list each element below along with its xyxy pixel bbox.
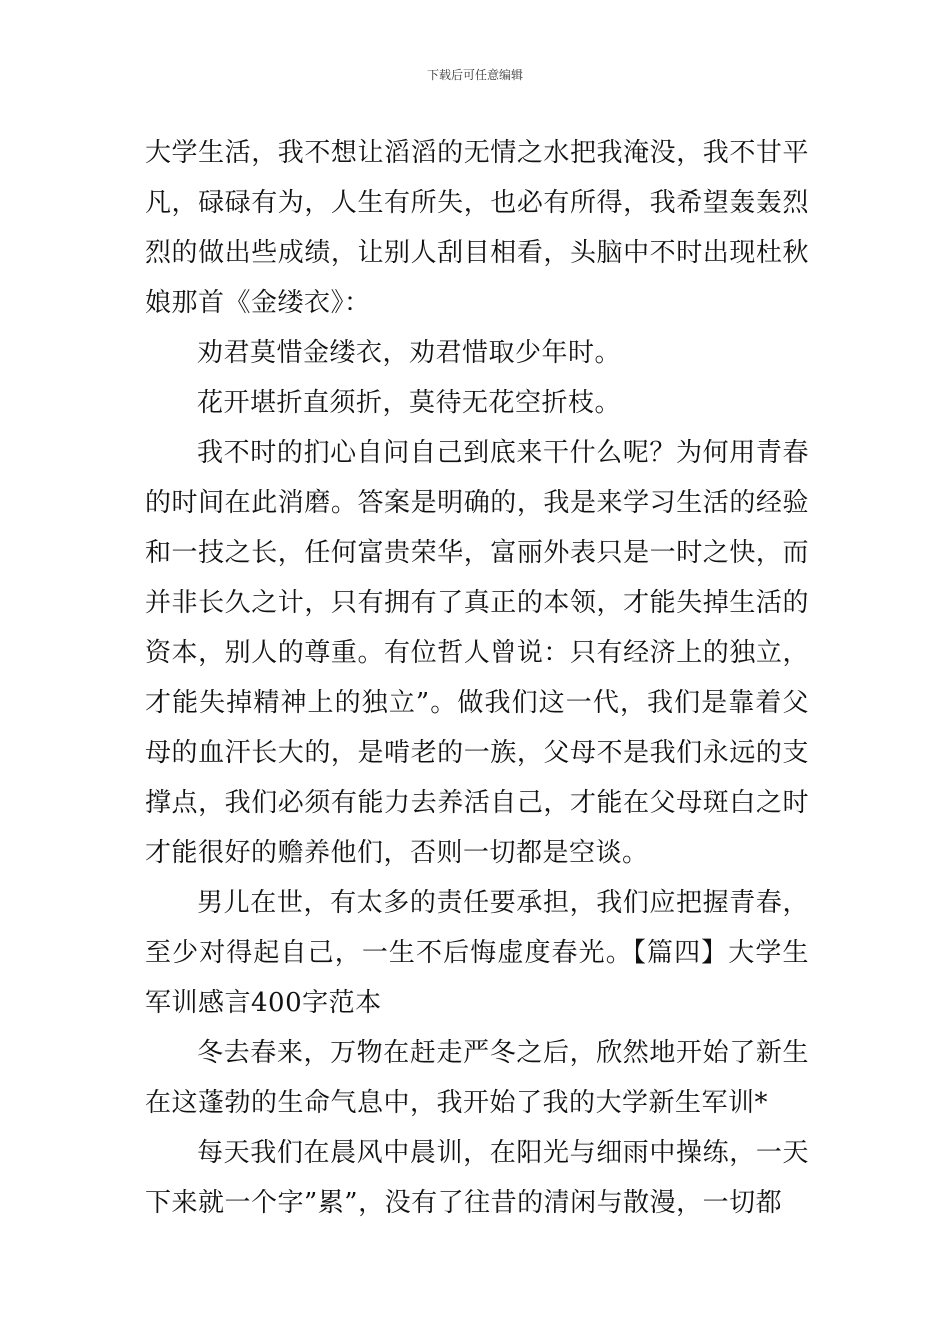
paragraph-poem-line-2: 花开堪折直须折，莫待无花空折枝。 xyxy=(197,388,622,418)
paragraph-spring: 冬去春来，万物在赶走严冬之后，欣然地开始了新生在这蓬勃的生命气息中，我开始了我的大学新生军训* xyxy=(145,1038,809,1118)
paragraph-intro: 大学生活，我不想让滔滔的无情之水把我淹没，我不甘平凡，碌碌有为，人生有所失，也必有所得，我希望轰轰烈烈的做出些成绩，让别人刮目相看，头脑中不时出现杜秋娘那首《金缕衣》： xyxy=(145,138,809,318)
page-header: 下载后可任意编辑 xyxy=(426,68,523,82)
paragraph-poem-line-1: 劝君莫惜金缕衣，劝君惜取少年时。 xyxy=(197,338,622,368)
paragraph-reflection: 我不时的扪心自问自己到底来干什么呢？为何用青春的时间在此消磨。答案是明确的，我是来学习生活的经验和一技之长，任何富贵荣华，富丽外表只是一时之快，而并非长久之计，只有拥有了真正的本领，才能失掉生活的资本，别人的尊重。有位哲人曾说：只有经济上的独立，才能失掉精神上的独立”。做我们这一代，我们是靠着父母的血汗长大的，是啃老的一族，父母不是我们永远的支撑点，我们必须有能力去养活自己，才能在父母斑白之时才能很好的赡养他们，否则一切都是空谈。 xyxy=(145,438,809,868)
document-body xyxy=(145,128,809,1228)
paragraph-responsibility: 男儿在世，有太多的责任要承担，我们应把握青春，至少对得起自己，一生不后悔虚度春光。【篇四】大学生军训感言400字范本 xyxy=(145,888,809,1018)
paragraph-training: 每天我们在晨风中晨训，在阳光与细雨中操练，一天下来就一个字”累”，没有了往昔的清闲与散漫，一切都 xyxy=(145,1138,809,1218)
